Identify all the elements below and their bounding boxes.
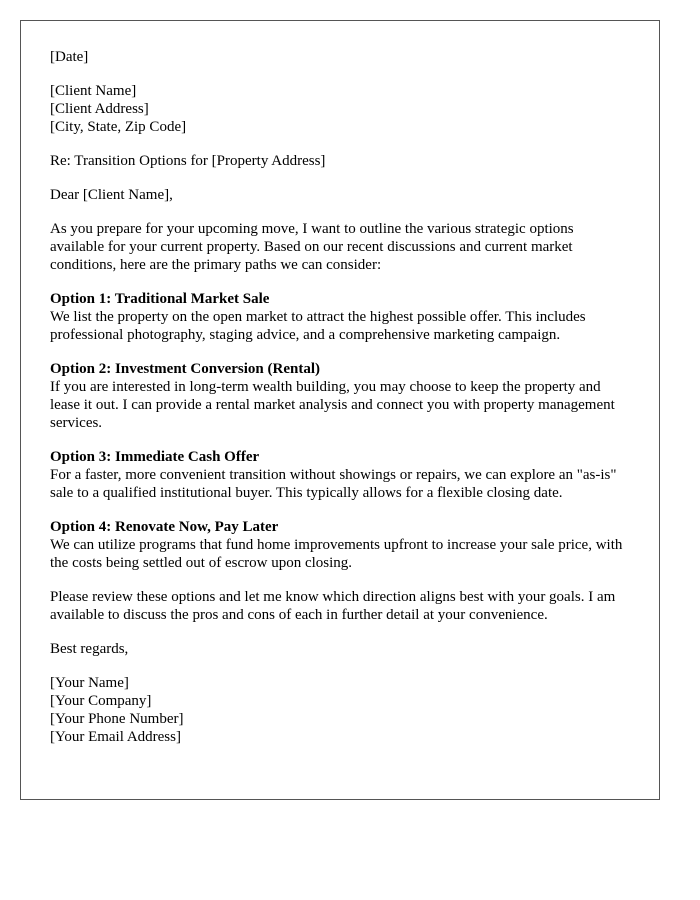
option-3 [50, 448, 631, 502]
sender-email: [Your Email Address] [50, 729, 181, 745]
option-title: Option 2: Investment Conversion (Rental) [50, 361, 320, 377]
closing-paragraph: Please review these options and let me know which direction aligns best with your goals. I am available to discuss the pros and cons of each in further detail at your convenience. [50, 589, 616, 623]
sign-off: Best regards, [50, 641, 129, 657]
recipient-city-state-zip: [City, State, Zip Code] [50, 119, 187, 135]
letter-date: [Date] [50, 49, 89, 65]
option-2 [50, 360, 631, 432]
option-body: If you are interested in long-term wealth building, you may choose to keep the property and lease it out. I can provide a rental market analysis and connect you with property management services. [50, 379, 615, 431]
subject-line: Re: Transition Options for [Property Address] [50, 153, 326, 169]
recipient-name: [Client Name] [50, 83, 137, 99]
option-body: We list the property on the open market to attract the highest possible offer. This includes professional photography, staging advice, and a comprehensive marketing campaign. [50, 309, 586, 343]
option-body: For a faster, more convenient transition without showings or repairs, we can explore an "as-is" sale to a qualified institutional buyer. This typically allows for a flexible closing date. [50, 467, 617, 501]
sender-block [50, 674, 631, 746]
sender-company: [Your Company] [50, 693, 152, 709]
sender-phone: [Your Phone Number] [50, 711, 184, 727]
letter-page [20, 20, 660, 800]
salutation: Dear [Client Name], [50, 187, 173, 203]
option-title: Option 1: Traditional Market Sale [50, 291, 270, 307]
recipient-block [50, 82, 631, 136]
option-body: We can utilize programs that fund home improvements upfront to increase your sale price, with the costs being settled out of escrow upon closing. [50, 537, 623, 571]
sender-name: [Your Name] [50, 675, 129, 691]
option-title: Option 4: Renovate Now, Pay Later [50, 519, 279, 535]
recipient-address: [Client Address] [50, 101, 149, 117]
intro-paragraph: As you prepare for your upcoming move, I want to outline the various strategic options available for your current property. Based on our recent discussions and current market conditions, here are the primary paths we can consider: [50, 221, 574, 273]
option-title: Option 3: Immediate Cash Offer [50, 449, 260, 465]
option-1 [50, 290, 631, 344]
option-4 [50, 518, 631, 572]
